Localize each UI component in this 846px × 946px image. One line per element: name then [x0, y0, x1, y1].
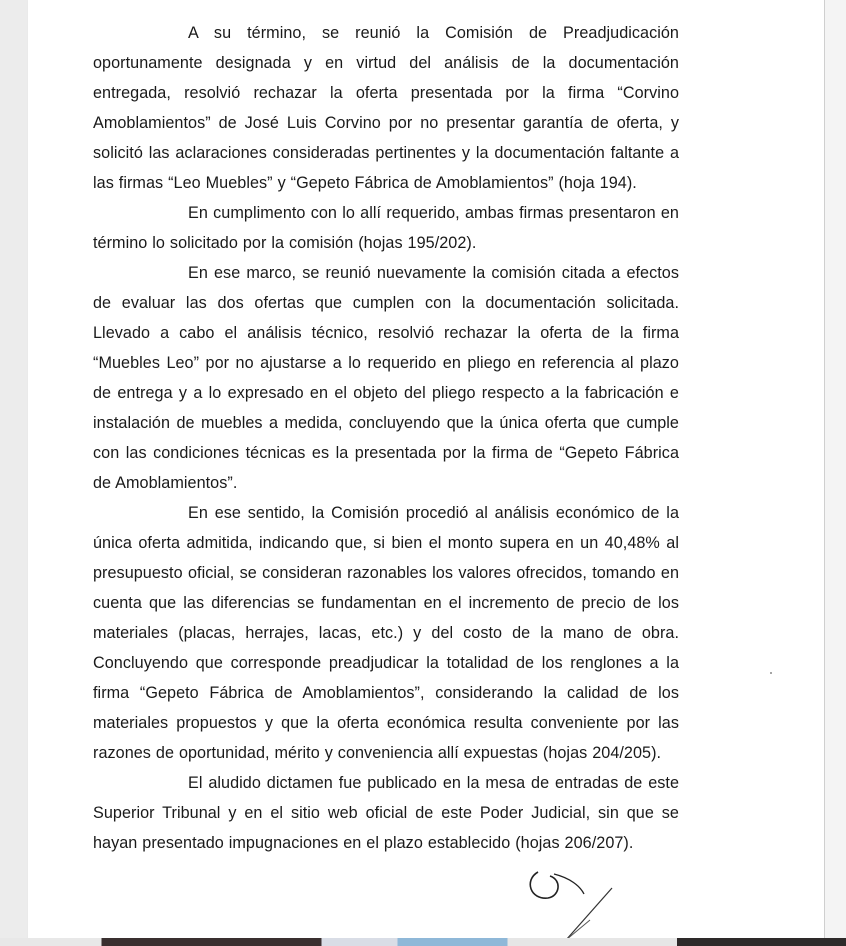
paragraph-analisis-tecnico: En ese marco, se reunió nuevamente la comisión citada a efectos de evaluar las dos ofertas que cumplen con la documentación solicitada. Llevado a cabo el análisis técnico, resolvió rechazar la oferta de la firma “Muebles Leo” por no ajustarse a lo requerido en pliego en referencia al plazo de entrega y a lo expresado en el objeto del pliego respecto a la fabricación e instalación de muebles a medida, concluyendo que la única oferta que cumple con las condiciones técnicas es la presentada por la firma de “Gepeto Fábrica de Amoblamientos”. — [93, 264, 679, 492]
taskbar-strip — [0, 938, 846, 946]
document-body — [93, 18, 679, 858]
paragraph-cumplimiento: En cumplimento con lo allí requerido, ambas firmas presentaron en término lo solicitado por la comisión (hojas 195/202). — [93, 204, 679, 252]
handwritten-mark — [520, 850, 640, 946]
paragraph-analisis-economico: En ese sentido, la Comisión procedió al análisis económico de la única oferta admitida, indicando que, si bien el monto supera en un 40,48% al presupuesto oficial, se consideran razonables los valores ofrecidos, tomando en cuenta que las diferencias se fundamentan en el incremento de precio de los materiales (placas, herrajes, lacas, etc.) y del costo de la mano de obra. Concluyendo que corresponde preadjudicar la totalidad de los renglones a la firma “Gepeto Fábrica de Amoblamientos”, considerando la calidad de los materiales propuestos y que la oferta económica resulta conveniente por las razones de oportunidad, mérito y conveniencia allí expuestas (hojas 204/205). — [93, 504, 679, 762]
paragraph-comision-preadjudicacion: A su término, se reunió la Comisión de Preadjudicación oportunamente designada y en virtud del análisis de la documentación entregada, resolvió rechazar la oferta presentada por la firma “Corvino Amoblamientos” de José Luis Corvino por no presentar garantía de oferta, y solicitó las aclaraciones consideradas pertinentes y la documentación faltante a las firmas “Leo Muebles” y “Gepeto Fábrica de Amoblamientos” (hoja 194). — [93, 24, 679, 192]
scan-speck — [770, 672, 772, 674]
viewer-scrollbar-gutter[interactable] — [825, 0, 846, 946]
paragraph-publicacion-dictamen: El aludido dictamen fue publicado en la mesa de entradas de este Superior Tribunal y en el sitio web oficial de este Poder Judicial, sin que se hayan presentado impugnaciones en el plazo establecido (hojas 206/207). — [93, 774, 679, 852]
